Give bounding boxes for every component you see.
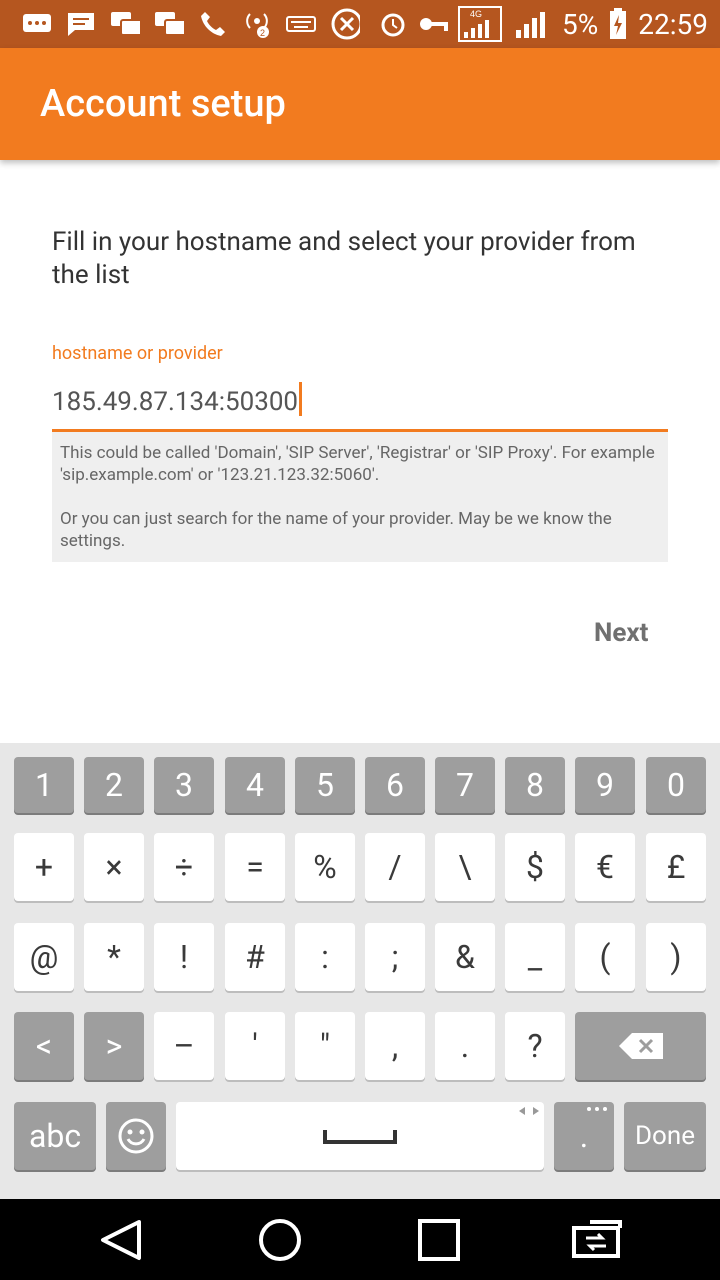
- key-ampersand[interactable]: &: [435, 923, 495, 991]
- home-icon: [257, 1217, 303, 1263]
- key-comma[interactable]: ,: [365, 1012, 425, 1080]
- key-divide[interactable]: ÷: [154, 833, 214, 901]
- emoji-key[interactable]: [106, 1102, 166, 1170]
- backspace-icon: [618, 1032, 664, 1060]
- backspace-key[interactable]: [575, 1012, 706, 1080]
- cursor-arrows-icon: [518, 1106, 540, 1116]
- key-multiply[interactable]: ×: [84, 833, 144, 901]
- key-7[interactable]: 7: [435, 757, 495, 813]
- key-backslash[interactable]: \: [435, 833, 495, 901]
- hostname-value: 185.49.87.134:50300: [52, 387, 299, 417]
- key-euro[interactable]: €: [575, 833, 635, 901]
- key-0[interactable]: 0: [646, 757, 706, 813]
- key-open-paren[interactable]: (: [575, 923, 635, 991]
- hotspot-icon: [242, 9, 272, 39]
- abc-key[interactable]: abc: [14, 1102, 96, 1170]
- status-bar: [0, 0, 720, 48]
- key-quote[interactable]: ": [295, 1012, 355, 1080]
- key-less-than[interactable]: <: [14, 1012, 74, 1080]
- key-close-paren[interactable]: ): [646, 923, 706, 991]
- key-colon[interactable]: :: [295, 923, 355, 991]
- phone-icon: [198, 9, 228, 39]
- key-at[interactable]: @: [14, 923, 74, 991]
- key-percent[interactable]: %: [295, 833, 355, 901]
- key-apostrophe[interactable]: ': [225, 1012, 285, 1080]
- back-icon: [99, 1218, 143, 1262]
- key-dash[interactable]: –: [154, 1012, 214, 1080]
- messages-icon-2: [154, 9, 184, 39]
- hint-text-2: Or you can just search for the name of your provider. May be we know the settings.: [60, 509, 612, 551]
- clock: 22:59: [638, 7, 708, 41]
- vpn-key-icon: [418, 9, 448, 39]
- blocked-icon: [330, 9, 360, 39]
- keyboard-icon: [286, 9, 316, 39]
- key-4[interactable]: 4: [225, 757, 285, 813]
- svg-text:2: 2: [260, 28, 266, 38]
- space-icon: [323, 1126, 397, 1146]
- switch-app-button[interactable]: [572, 1215, 622, 1265]
- home-button[interactable]: [255, 1215, 305, 1265]
- recents-button[interactable]: [414, 1215, 464, 1265]
- period-key[interactable]: [554, 1102, 614, 1170]
- hostname-field-label: hostname or provider: [52, 343, 223, 364]
- hostname-input[interactable]: [52, 374, 668, 432]
- back-button[interactable]: [96, 1215, 146, 1265]
- battery-charging-icon: [608, 9, 628, 39]
- messages-icon: [110, 9, 140, 39]
- message-icon: [66, 9, 96, 39]
- alarm-icon: [378, 9, 408, 39]
- key-3[interactable]: 3: [154, 757, 214, 813]
- key-5[interactable]: 5: [295, 757, 355, 813]
- key-asterisk[interactable]: *: [84, 923, 144, 991]
- key-period[interactable]: .: [435, 1012, 495, 1080]
- key-2[interactable]: 2: [84, 757, 144, 813]
- key-question[interactable]: ?: [505, 1012, 565, 1080]
- key-equals[interactable]: =: [225, 833, 285, 901]
- lte-signal-icon: [458, 9, 502, 39]
- hint-box: [52, 432, 668, 562]
- key-semicolon[interactable]: ;: [365, 923, 425, 991]
- page-title: Account setup: [40, 82, 286, 126]
- more-dots-icon: [586, 1106, 608, 1112]
- app-bar: [0, 48, 720, 160]
- text-cursor: [299, 382, 302, 416]
- network-type-label: 4G: [470, 9, 483, 19]
- emoji-icon: [117, 1117, 155, 1155]
- keyboard: [0, 743, 720, 1199]
- key-plus[interactable]: +: [14, 833, 74, 901]
- key-dollar[interactable]: $: [505, 833, 565, 901]
- instruction-text: Fill in your hostname and select your provider from the list: [52, 227, 636, 290]
- key-hash[interactable]: #: [225, 923, 285, 991]
- switch-app-icon: [572, 1220, 622, 1260]
- key-underscore[interactable]: _: [505, 923, 565, 991]
- battery-percent: 5%: [562, 7, 599, 41]
- signal-icon: [512, 9, 552, 39]
- hint-text-1: This could be called 'Domain', 'SIP Server', 'Registrar' or 'SIP Proxy'. For example 'sip.example.com' or '123.21.123.32:5060'.: [60, 443, 655, 485]
- key-8[interactable]: 8: [505, 757, 565, 813]
- space-key[interactable]: [176, 1102, 544, 1170]
- next-button[interactable]: Next: [594, 618, 649, 648]
- recents-icon: [417, 1218, 461, 1262]
- key-greater-than[interactable]: >: [84, 1012, 144, 1080]
- key-slash[interactable]: /: [365, 833, 425, 901]
- key-6[interactable]: 6: [365, 757, 425, 813]
- key-pound[interactable]: £: [646, 833, 706, 901]
- period-key-label: .: [579, 1117, 589, 1155]
- chat-icon: [22, 9, 52, 39]
- key-exclamation[interactable]: !: [154, 923, 214, 991]
- navigation-bar: [0, 1199, 720, 1280]
- key-9[interactable]: 9: [575, 757, 635, 813]
- done-key[interactable]: Done: [624, 1102, 706, 1170]
- key-1[interactable]: 1: [14, 757, 74, 813]
